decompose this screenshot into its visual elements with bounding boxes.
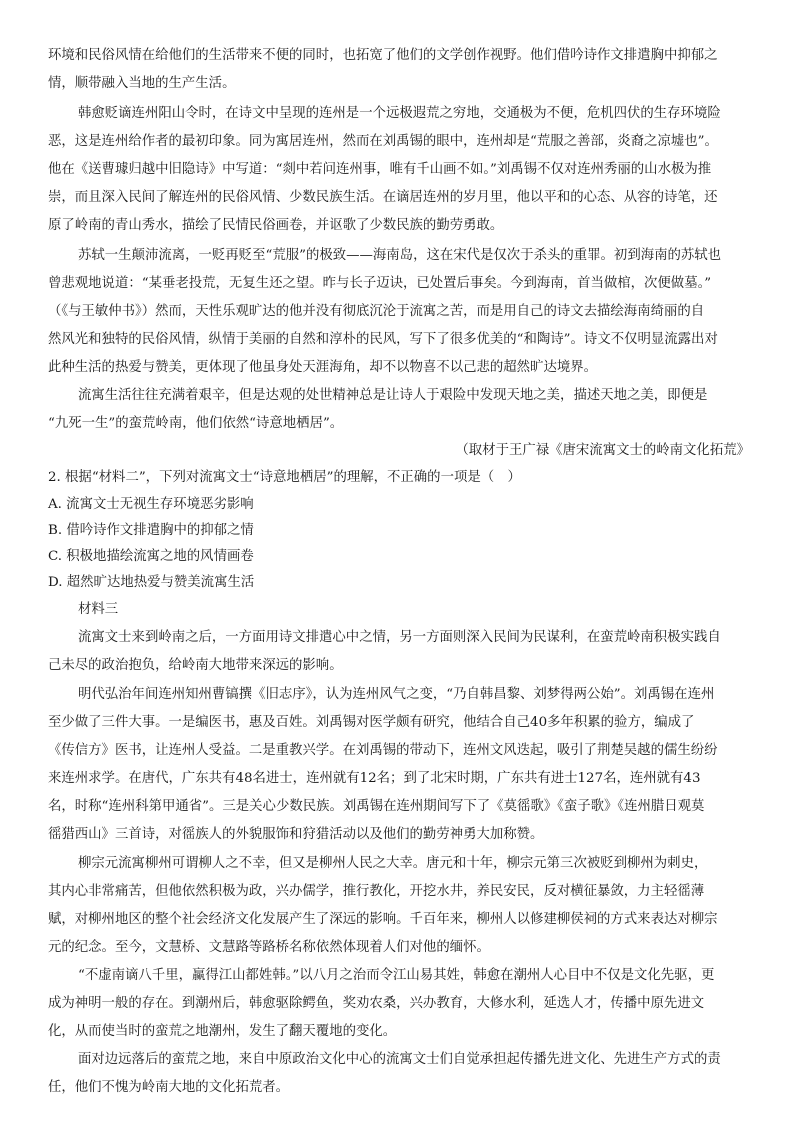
text-line: 情，顺带融入当地的生产生活。 <box>48 76 236 91</box>
text-line: 柳宗元流寓柳州可谓柳人之不幸，但又是柳州人民之大幸。唐元和十年，柳宗元第三次被贬到柳州为刺史， <box>78 856 708 871</box>
section-heading: 材料三 <box>78 602 119 617</box>
option-b: B. 借吟诗作文排遣胸中的抑郁之情 <box>48 523 254 538</box>
text-line: 原了岭南的青山秀水，描绘了民情民俗画卷，并讴歌了少数民族的勤劳勇敢。 <box>48 218 504 233</box>
text-line: 环境和民俗风情在给他们的生活带来不便的同时，也拓宽了他们的文学创作视野。他们借吟诗作文排遣胸中抑郁之 <box>48 48 718 63</box>
text-line: 赋，对柳州地区的整个社会经济文化发展产生了深远的影响。千百年来，柳州人以修建柳侯祠的方式来表达对柳宗 <box>48 912 718 927</box>
text-line: 《传信方》医书，让连州人受益。二是重教兴学。在刘禹锡的带动下，连州文风迭起，吸引了荆楚吴越的儒生纷纷 <box>48 743 718 758</box>
text-line: 来连州求学。在唐代，广东共有48名进士，连州就有12名；到了北宋时期，广东共有进士127名，连州就有43 <box>48 771 701 786</box>
option-c: C. 积极地描绘流寓之地的风情画卷 <box>48 549 254 564</box>
text-line: 己未尽的政治抱负，给岭南大地带来深远的影响。 <box>48 658 343 673</box>
text-line: 流寓生活往往充满着艰辛，但是达观的处世精神总是让诗人于艰险中发现天地之美，描述天地之美，即便是 <box>78 388 708 403</box>
question-stem: 2. 根据“材料二”，下列对流寓文士“诗意地栖居”的理解，不正确的一项是（ ） <box>48 470 521 485</box>
text-line: 明代弘治年间连州知州曹镐撰《旧志序》，认为连州风气之变，“乃自韩昌黎、刘梦得两公始”。刘禹锡在连州 <box>78 687 715 702</box>
text-line: 他在《送曹璩归越中旧隐诗》中写道：“剡中若问连州事，唯有千山画不如。”刘禹锡不仅对连州秀丽的山水极为推 <box>48 162 712 177</box>
text-line: 恶，这是连州给作者的最初印象。同为寓居连州，然而在刘禹锡的眼中，连州却是“荒服之善部，炎裔之凉墟也”。 <box>48 134 718 149</box>
text-line: 元的纪念。至今，文慧桥、文慧路等路桥名称依然体现着人们对他的缅怀。 <box>48 940 490 955</box>
source-citation: （取材于王广禄《唐宋流寓文士的岭南文化拓荒》 <box>455 443 750 458</box>
text-line: 名，时称“连州科第甲通省”。三是关心少数民族。刘禹锡在连州期间写下了《莫徭歌》《蛮子歌》《连州腊日观莫 <box>48 799 705 814</box>
text-line: 徭猎西山》三首诗，对徭族人的外貌服饰和狩猎活动以及他们的勤劳神勇大加称赞。 <box>48 827 544 842</box>
text-line: “不虚南谪八千里，赢得江山都姓韩。”以八月之治而令江山易其姓，韩愈在潮州人心目中不仅是文化先驱，更 <box>78 968 715 983</box>
text-line: “九死一生”的蛮荒岭南，他们依然“诗意地栖居”。 <box>48 416 344 431</box>
text-line: 此种生活的热爱与赞美，更体现了他虽身处天涯海角，却不以物喜不以己悲的超然旷达境界。 <box>48 360 598 375</box>
text-line: 面对边远落后的蛮荒之地，来自中原政治文化中心的流寓文士们自觉承担起传播先进文化、先进生产方式的责 <box>78 1052 721 1067</box>
text-line: 成为神明一般的存在。到潮州后，韩愈驱除鳄鱼，奖劝农桑，兴办教育，大修水利，延选人才，传播中原先进文 <box>48 996 705 1011</box>
text-line: 任，他们不愧为岭南大地的文化拓荒者。 <box>48 1080 290 1095</box>
text-line: 然风光和独特的民俗风情，纵情于美丽的自然和淳朴的民风，写下了很多优美的“和陶诗”。诗文不仅明显流露出对 <box>48 332 718 347</box>
text-line: 崇，而且深入民间了解连州的民俗风情、少数民族生活。在谪居连州的岁月里，他以平和的心态、从容的诗笔，还 <box>48 190 718 205</box>
text-line: 曾悲观地说道：“某垂老投荒，无复生还之望。昨与长子迈诀，已处置后事矣。今到海南，首当做棺，次便做墓。” <box>48 276 712 291</box>
text-line: 流寓文士来到岭南之后，一方面用诗文排遣心中之情，另一方面则深入民间为民谋利，在蛮荒岭南积极实践自 <box>78 630 721 645</box>
option-d: D. 超然旷达地热爱与赞美流寓生活 <box>48 575 255 590</box>
text-line: 韩愈贬谪连州阳山令时，在诗文中呈现的连州是一个远极遐荒之穷地，交通极为不便，危机四伏的生存环境险 <box>78 106 721 121</box>
text-line: 其内心非常痛苦，但他依然积极为政，兴办儒学，推行教化，开挖水井，养民安民，反对横征暴敛，力主轻徭薄 <box>48 884 705 899</box>
text-line: （《与王敏仲书》）然而，天性乐观旷达的他并没有彻底沉沦于流寓之苦，而是用自己的诗文去描绘海南绮丽的自 <box>48 304 705 319</box>
text-line: 化，从而使当时的蛮荒之地潮州，发生了翻天覆地的变化。 <box>48 1024 397 1039</box>
text-line: 至少做了三件大事。一是编医书，惠及百姓。刘禹锡对医学颇有研究，他结合自己40多年积累的验方，编成了 <box>48 715 695 730</box>
option-a: A. 流寓文士无视生存环境恶劣影响 <box>48 497 254 512</box>
text-line: 苏轼一生颠沛流离，一贬再贬至“荒服”的极致——海南岛，这在宋代是仅次于杀头的重罪。初到海南的苏轼也 <box>78 248 722 263</box>
